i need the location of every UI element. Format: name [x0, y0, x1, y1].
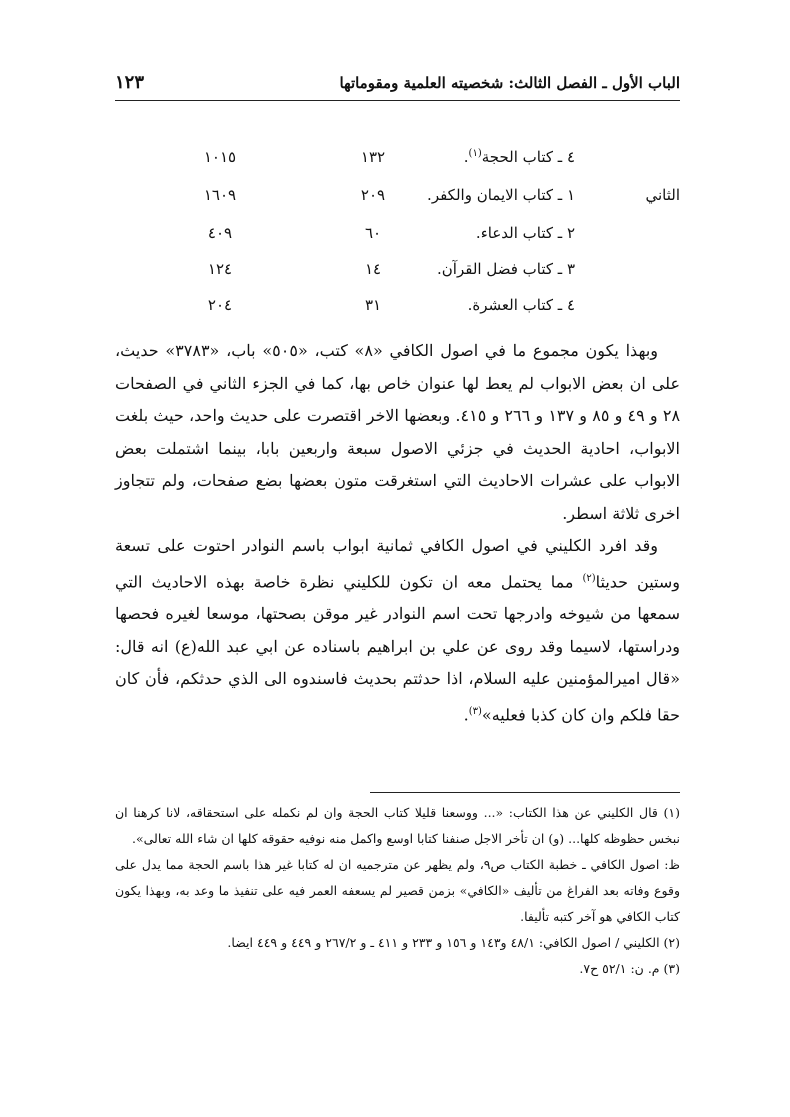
- footnote-ref: (١): [468, 148, 482, 159]
- footnote-ref: (٢): [582, 572, 596, 584]
- hadith-count: ١٠١٥: [203, 148, 237, 166]
- table-row: [115, 148, 680, 180]
- book-title: ٣ ـ كتاب فضل القرآن.: [437, 260, 575, 278]
- table-row: [115, 260, 680, 292]
- book-title: [464, 148, 575, 166]
- hadith-count: ١٢٤: [207, 260, 233, 278]
- hadith-count: ١٦٠٩: [203, 186, 237, 204]
- book-title: ١ ـ كتاب الايمان والكفر.: [427, 186, 575, 204]
- hadith-count: ٢٠٤: [207, 296, 233, 314]
- chapters-count: ٢٠٩: [360, 186, 386, 204]
- main-text: [115, 335, 680, 732]
- paragraph: وبهذا يكون مجموع ما في اصول الكافي «٨» كتب، «٥٠٥» باب، «٣٧٨٣» حديث، على ان بعض الابواب لم يعط لها عنوان خاص بها، كما في الجزء الثاني في الصفحات ٢٨ و ٤٩ و ٨٥ و ١٣٧ و ٢٦٦ و ٤١٥. وبعضها الاخر اقتصرت على حديث واحد، حيث بلغت الابواب، احادية الحديث في جزئي الاصول سبعة واربعين بابا، بينما اشتملت بعض الابواب على عشرات الاحاديث التي استغرقت متون بعضها بضع صفحات، ولم تتجاوز اخرى ثلاثة اسطر.: [115, 341, 681, 523]
- book-title-text: ٤ ـ كتاب الحجة: [481, 148, 575, 166]
- chapters-count: ٣١: [364, 296, 382, 314]
- footnote: (٢) الكليني / اصول الكافي: ٤٨/١ و١٤٣ و ١٥٦ و ٢٣٣ و ٤١١ ـ و ٢٦٧/٢ و ٤٤٩ و ٤٤٩ ايضا.: [227, 935, 680, 950]
- hadith-count: ٤٠٩: [207, 224, 233, 242]
- footnotes: [115, 800, 680, 982]
- page-header: [115, 68, 680, 101]
- footnote-divider: [370, 792, 680, 793]
- footnote: (٣) م. ن: ٥٢/١ ح٧.: [579, 961, 680, 976]
- paragraph-end: .: [463, 705, 469, 725]
- footnote-ref: (٣): [468, 705, 482, 717]
- footnote: (١) قال الكليني عن هذا الكتاب: «... ووسعنا قليلا كتاب الحجة وان لم نكمله على استحقاقه، لانا كرهنا ان نبخس حظوظه كلها... (و) ان تأخر الاجل صنفنا كتابا اوسع واكمل منه نوفيه حقوقه كلها ان شاء الله تعالى».: [115, 805, 680, 846]
- table-row: [115, 296, 680, 328]
- table-row: [115, 224, 680, 256]
- page-number: ١٢٣: [115, 72, 145, 93]
- book-title: ٤ ـ كتاب العشرة.: [467, 296, 575, 314]
- chapters-count: ٦٠: [364, 224, 382, 242]
- book-title: ٢ ـ كتاب الدعاء.: [475, 224, 575, 242]
- table-row: [115, 186, 680, 218]
- running-title: الباب الأول ـ الفصل الثالث: شخصيته العلمية ومقوماتها: [339, 74, 680, 92]
- chapters-count: ١٣٢: [360, 148, 386, 166]
- footnote: ظ: اصول الكافي ـ خطبة الكتاب ص٩، ولم يظهر عن مترجميه ان له كتابا غير هذا باسم الحجة مما يدل على وقوع وفاته بعد الفراغ من تأليف «الكافي» بزمن قصير لم يسعفه العمر فيه على تنفيذ ما وعد به، وبهذا يكون كتاب الكافي هو آخر كتبه تأليفا.: [115, 857, 680, 924]
- part-label: الثاني: [645, 186, 680, 204]
- book-title-end: .: [463, 148, 469, 166]
- chapters-count: ١٤: [364, 260, 382, 278]
- paragraph-text: مما يحتمل معه ان تكون للكليني نظرة خاصة بهذه الاحاديث التي سمعها من شيوخه وادرجها تحت اسم النوادر غير موقن بصحتها، موسعا لغيره فحصها ودراستها، لاسيما وقد روى عن علي بن ابراهيم باسناده عن ابي عبد الله(ع) انه قال: «قال اميرالمؤمنين عليه السلام، اذا حدثتم بحديث فاسندوه الى الذي حدثكم، فأن كان حقا فلكم وان كان كذبا فعليه»: [115, 571, 680, 725]
- paragraph-text: وقد افرد الكليني في اصول الكافي ثمانية ابواب باسم النوادر احتوت على تسعة وستين حديثا: [115, 536, 681, 591]
- paragraph: [115, 530, 680, 732]
